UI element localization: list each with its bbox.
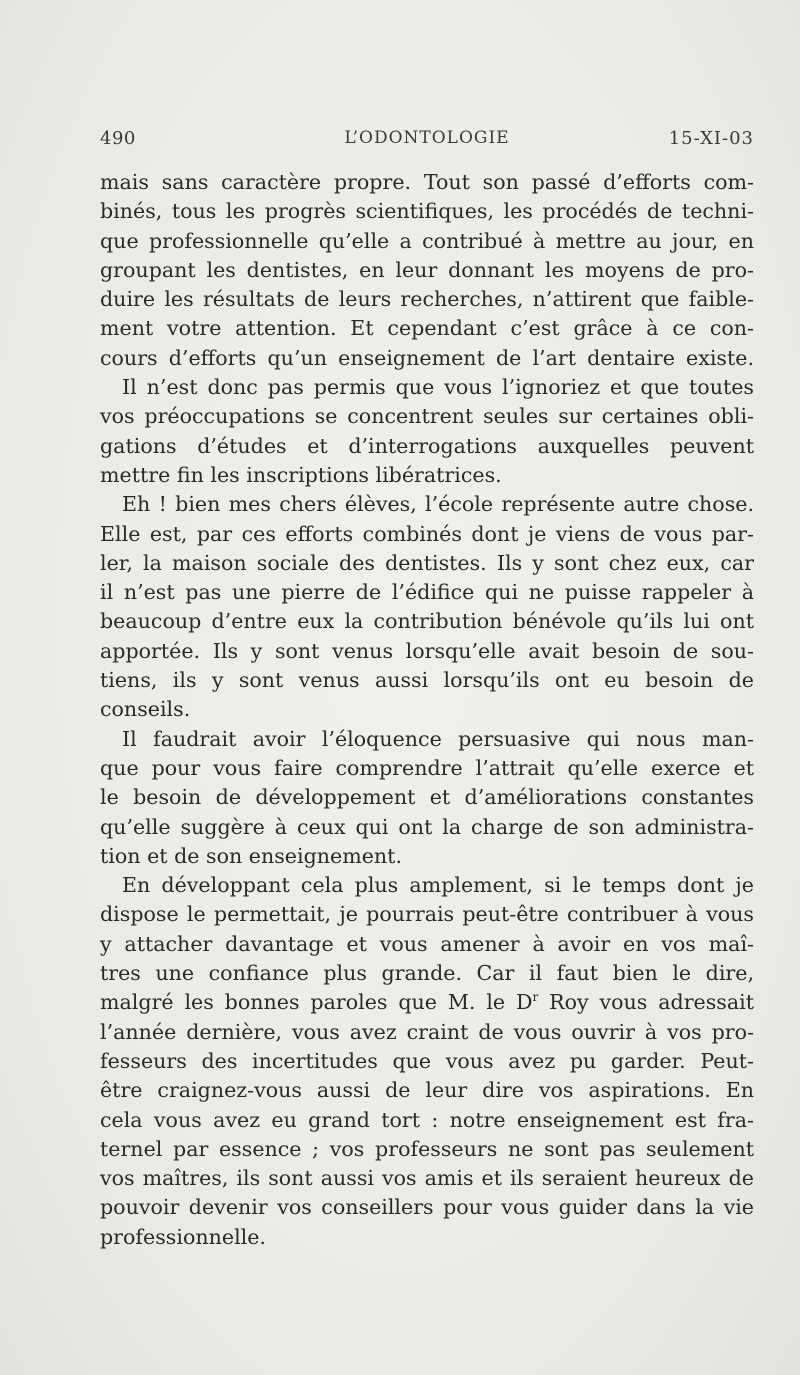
paragraph-5 xyxy=(100,871,754,1252)
body-text xyxy=(100,168,754,1252)
paragraph-4 xyxy=(100,725,754,871)
text-line: l’année dernière, vous avez craint de vous ouvrir à vos pro- xyxy=(100,1019,754,1044)
text-line: professionnelle. xyxy=(100,1224,266,1249)
text-line: vos préoccupations se concentrent seules sur certaines obli- xyxy=(100,404,754,429)
text-line: cours d’efforts qu’un enseignement de l’art dentaire existe. xyxy=(100,345,754,370)
text-line-with-superscript xyxy=(100,988,754,1017)
text-line: groupant les dentistes, en leur donnant les moyens de pro- xyxy=(100,257,754,282)
text-line: gations d’études et d’interrogations auxquelles peuvent xyxy=(100,433,754,458)
line-prefix: malgré les bonnes paroles que M. le D xyxy=(100,990,533,1015)
text-line: être craignez-vous aussi de leur dire vos aspirations. En xyxy=(100,1078,754,1103)
text-line: pouvoir devenir vos conseillers pour vous guider dans la vie xyxy=(100,1195,754,1220)
text-line: y attacher davantage et vous amener à avoir en vos maî- xyxy=(100,931,754,956)
text-line: cela vous avez eu grand tort : notre enseignement est fra- xyxy=(100,1107,754,1132)
text-line: conseils. xyxy=(100,697,191,722)
text-line: Il n’est donc pas permis que vous l’ignoriez et que toutes xyxy=(122,375,754,400)
text-line: En développant cela plus amplement, si le temps dont je xyxy=(122,873,754,898)
text-line: que pour vous faire comprendre l’attrait qu’elle exerce et xyxy=(100,755,754,780)
text-line: beaucoup d’entre eux la contribution bénévole qu’ils lui ont xyxy=(100,609,754,634)
text-line: qu’elle suggère à ceux qui ont la charge de son administra- xyxy=(100,814,754,839)
text-line: tion et de son enseignement. xyxy=(100,843,402,868)
text-line: fesseurs des incertitudes que vous avez pu garder. Peut- xyxy=(100,1048,754,1073)
text-line: mais sans caractère propre. Tout son passé d’efforts com- xyxy=(100,170,754,194)
text-line: Il faudrait avoir l’éloquence persuasive qui nous man- xyxy=(122,726,754,751)
issue-date: 15-XI-03 xyxy=(668,128,754,149)
text-line: vos maîtres, ils sont aussi vos amis et ils seraient heureux de xyxy=(100,1166,754,1191)
text-line: binés, tous les progrès scientifiques, les procédés de techni- xyxy=(100,199,754,224)
text-line: Eh ! bien mes chers élèves, l’école représente autre chose. xyxy=(122,492,754,517)
text-line: le besoin de développement et d’améliorations constantes xyxy=(100,785,754,810)
text-line: tiens, ils y sont venus aussi lorsqu’ils ont eu besoin de xyxy=(100,668,754,693)
line-suffix: Roy vous adressait xyxy=(538,990,755,1015)
text-line: il n’est pas une pierre de l’édifice qui ne puisse rappeler à xyxy=(100,580,754,605)
paragraph-1 xyxy=(100,168,754,373)
journal-title: L’ODONTOLOGIE xyxy=(344,128,510,148)
text-line: Elle est, par ces efforts combinés dont je viens de vous par- xyxy=(100,521,754,546)
page-number: 490 xyxy=(100,128,136,149)
text-line: dispose le permettait, je pourrais peut-être contribuer à vous xyxy=(100,902,754,927)
text-line: que professionnelle qu’elle a contribué à mettre au jour, en xyxy=(100,228,754,253)
running-header xyxy=(100,128,754,156)
paragraph-2 xyxy=(100,373,754,490)
text-line: tres une confiance plus grande. Car il faut bien le dire, xyxy=(100,961,754,986)
text-line: ment votre attention. Et cependant c’est grâce à ce con- xyxy=(100,316,754,341)
text-line: duire les résultats de leurs recherches, n’attirent que faible- xyxy=(100,287,754,312)
text-line: ler, la maison sociale des dentistes. Ils y sont chez eux, car xyxy=(100,550,754,575)
paragraph-3 xyxy=(100,490,754,724)
superscript-r: r xyxy=(532,990,539,1005)
text-line: ternel par essence ; vos professeurs ne sont pas seulement xyxy=(100,1136,754,1161)
text-line: mettre fin les inscriptions libératrices. xyxy=(100,462,502,487)
text-line: apportée. Ils y sont venus lorsqu’elle avait besoin de sou- xyxy=(100,638,754,663)
